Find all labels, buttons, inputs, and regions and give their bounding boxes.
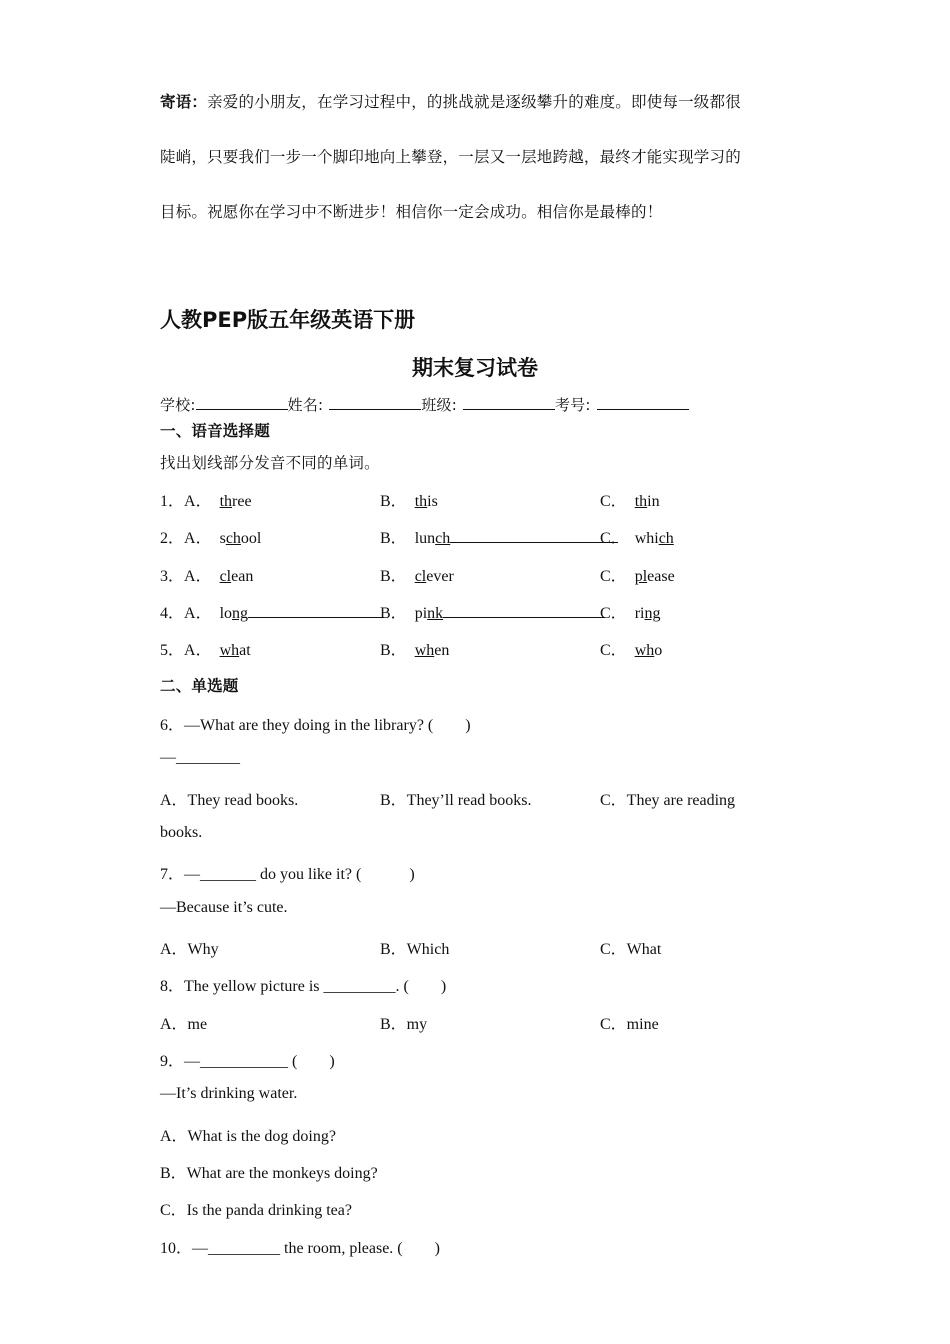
question-8-option-b[interactable]: B．my [380,1016,428,1033]
message-label: 寄语： [160,93,208,111]
name-label: 姓名: [287,396,324,414]
name-field[interactable] [329,395,421,410]
message-line-3: 目标。祝愿你在学习中不断进步！相信你一定会成功。相信你是最棒的！ [160,203,663,221]
question-9-stem: 9．—___________ ( ) [160,1053,335,1070]
message-line-1 [160,90,741,112]
question-5-option-b[interactable]: B． when [380,642,450,659]
class-field[interactable] [463,395,555,410]
question-2-option-c[interactable]: C． which [600,530,674,547]
question-8-option-c[interactable]: C．mine [600,1016,659,1033]
question-9-option-c[interactable]: C．Is the panda drinking tea? [160,1202,352,1219]
question-5-option-c[interactable]: C． who [600,642,663,659]
section1-instruction: 找出划线部分发音不同的单词。 [160,454,380,472]
exam-subtitle: 期末复习试卷 [412,356,538,380]
question-6-option-c-wrap: books. [160,824,203,841]
underline-filler [450,541,618,543]
question-4-option-a[interactable]: 4．A． long [160,600,384,623]
section1-heading: 一、语音选择题 [160,422,270,440]
question-1-option-c[interactable]: C． thin [600,493,660,510]
question-6-option-a[interactable]: A．They read books. [160,792,299,809]
exam-title: 人教PEP版五年级英语下册 [160,308,416,332]
question-3-option-b[interactable]: B． clever [380,568,454,585]
class-label: 班级: [421,396,457,414]
question-6-stem: 6．—What are they doing in the library? ( ) [160,717,471,734]
number-field[interactable] [597,395,689,410]
question-6-answer-line[interactable]: —________ [160,749,240,766]
question-1-option-b[interactable]: B． this [380,493,438,510]
question-9-option-b[interactable]: B．What are the monkeys doing? [160,1165,378,1182]
section2-heading: 二、单选题 [160,677,239,695]
question-7-stem: 7．—_______ do you like it? ( ) [160,866,415,883]
question-10-stem: 10．—_________ the room, please. ( ) [160,1240,440,1257]
question-9-option-a[interactable]: A．What is the dog doing? [160,1128,336,1145]
message-line-2: 陡峭，只要我们一步一个脚印地向上攀登，一层又一层地跨越，最终才能实现学习的 [160,148,741,166]
question-7-reply: —Because it’s cute. [160,899,288,916]
message-text-1: 亲爱的小朋友，在学习过程中，的挑战就是逐级攀升的难度。即使每一级都很 [207,93,741,111]
question-9-reply: —It’s drinking water. [160,1085,298,1102]
question-4-option-b[interactable]: B． pink [380,600,605,623]
question-3-option-c[interactable]: C． please [600,568,675,585]
number-label: 考号: [554,396,591,414]
question-7-option-a[interactable]: A．Why [160,941,219,958]
question-8-stem: 8．The yellow picture is _________. ( ) [160,978,447,995]
question-6-option-c[interactable]: C．They are reading [600,792,736,809]
question-7-option-b[interactable]: B．Which [380,941,450,958]
student-info-line [160,394,689,415]
question-6-option-b[interactable]: B．They’ll read books. [380,792,532,809]
question-2-option-a[interactable]: 2．A． school [160,530,262,547]
underline-filler [248,616,384,618]
school-field[interactable] [196,395,288,410]
question-7-option-c[interactable]: C．What [600,941,662,958]
question-3-option-a[interactable]: 3．A． clean [160,568,254,585]
question-2-option-b[interactable]: B． lunch [380,525,618,548]
question-5-option-a[interactable]: 5．A． what [160,642,251,659]
question-4-option-c[interactable]: C． ring [600,605,661,622]
underline-filler [443,616,605,618]
school-label: 学校: [160,396,196,414]
question-1-option-a[interactable]: 1．A． three [160,493,252,510]
question-8-option-a[interactable]: A．me [160,1016,208,1033]
